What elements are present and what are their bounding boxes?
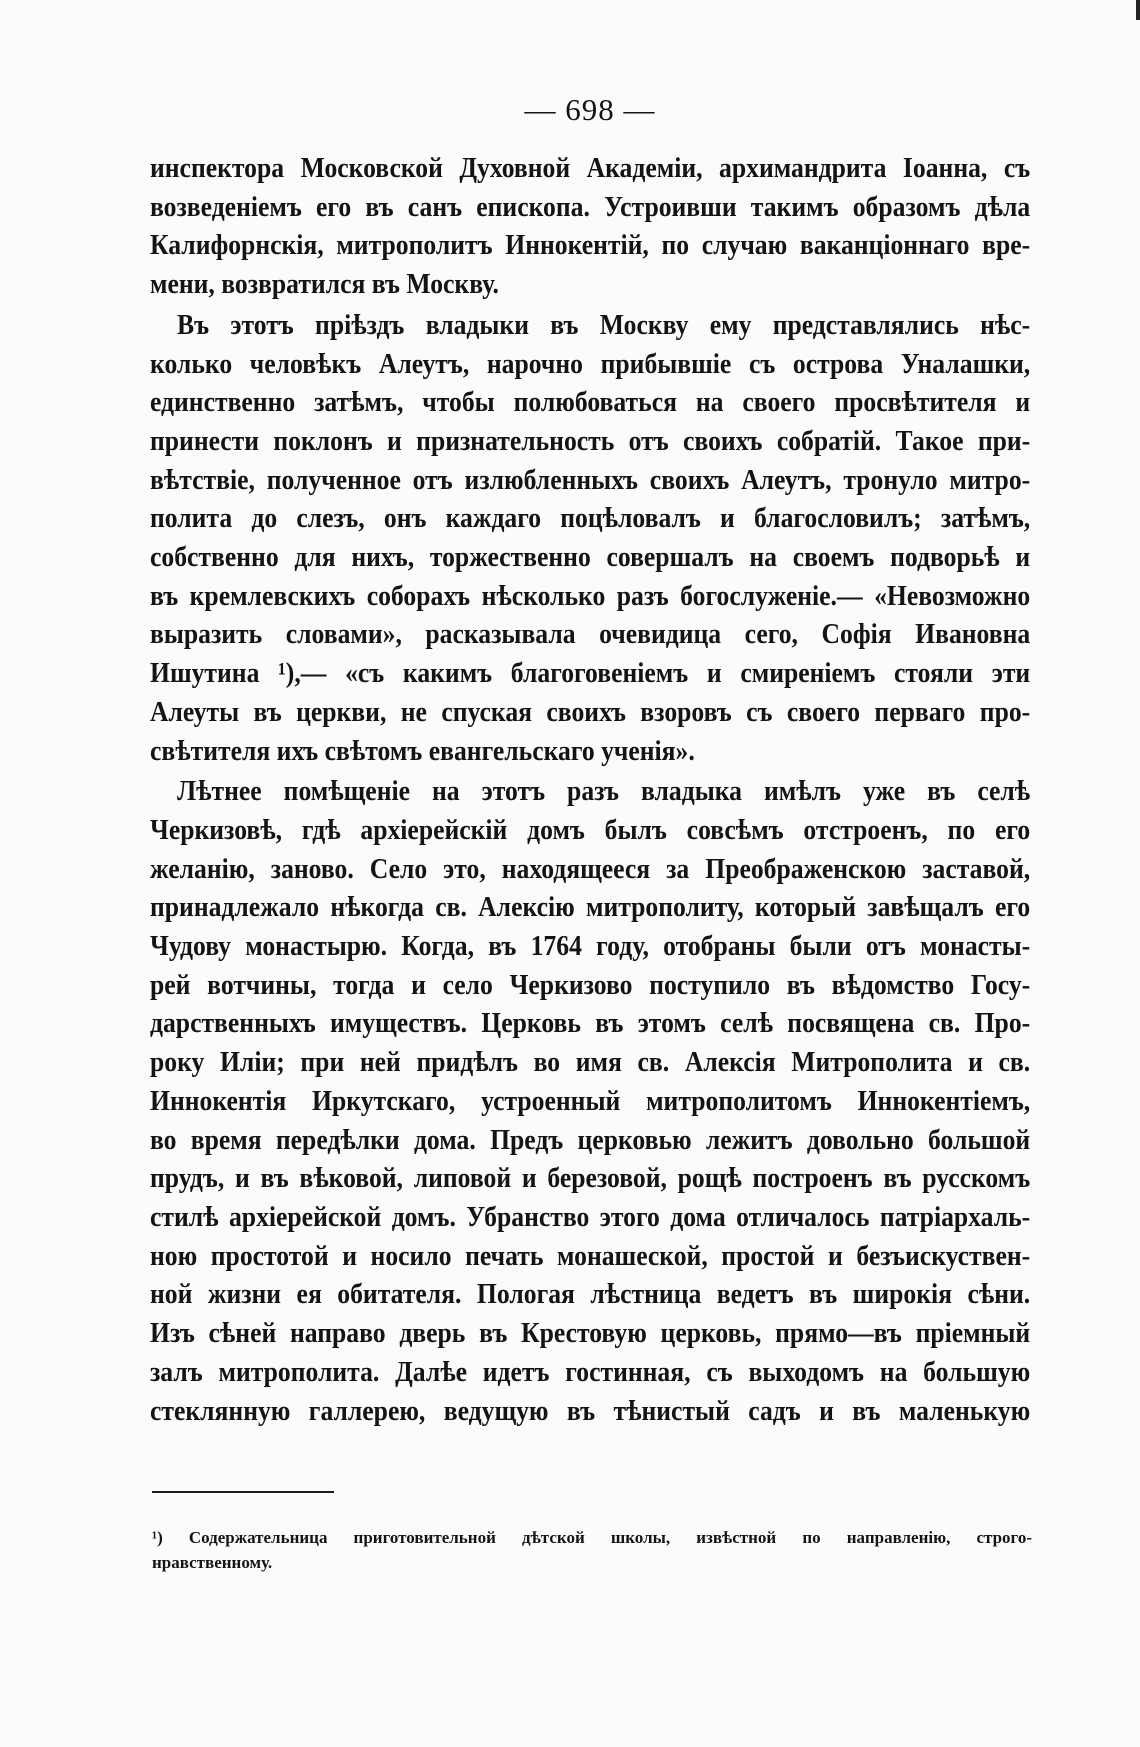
text-line: Иннокентія Иркутскаго, устроенный митрополитомъ Иннокентіемъ,: [150, 1085, 1031, 1117]
text-line: мени, возвратился въ Москву.: [150, 269, 499, 301]
text-line: ною простотой и носило печать монашеской, простой и безъискуствен-: [150, 1240, 1031, 1272]
text-line: единственно затѣмъ, чтобы полюбоваться на своего просвѣтителя и: [150, 387, 1031, 419]
text-line: Ишутина ¹),— «съ какимъ благоговеніемъ и смиреніемъ стояли эти: [150, 658, 1031, 690]
paragraph-1: [150, 150, 1030, 305]
text-line: залъ митрополита. Далѣе идетъ гостинная, съ выходомъ на большую: [150, 1356, 1031, 1388]
footnote-line: ¹) Содержательница приготовительной дѣтской школы, извѣстной по направленію, строго-: [152, 1528, 1032, 1547]
text-line: Калифорнскія, митрополитъ Иннокентій, по случаю ваканціоннаго вре-: [150, 230, 1031, 262]
footnote: [152, 1525, 1032, 1575]
text-line: Черкизовѣ, гдѣ архіерейскій домъ былъ совсѣмъ отстроенъ, по его: [150, 814, 1031, 846]
text-line: ной жизни ея обитателя. Пологая лѣстница ведетъ въ широкія сѣни.: [150, 1279, 1031, 1311]
footnote-divider: [152, 1491, 334, 1493]
text-line: полита до слезъ, онъ каждаго поцѣловалъ и благословилъ; затѣмъ,: [150, 503, 1031, 535]
text-line: року Иліи; при ней придѣлъ во имя св. Алексія Митрополита и св.: [150, 1047, 1031, 1079]
text-line: во время передѣлки дома. Предъ церковью лежитъ довольно большой: [150, 1124, 1031, 1156]
page-number: — 698 —: [524, 92, 656, 127]
text-line: въ кремлевскихъ соборахъ нѣсколько разъ богослуженіе.— «Невозможно: [150, 580, 1031, 612]
text-line: стеклянную галлерею, ведущую въ тѣнистый садъ и въ маленькую: [150, 1395, 1031, 1427]
text-line: инспектора Московской Духовной Академіи, архимандрита Іоанна, съ: [150, 153, 1031, 184]
text-line: Въ этотъ пріѣздъ владыки въ Москву ему представлялись нѣс-: [177, 309, 1031, 341]
text-line: возведеніемъ его въ санъ епископа. Устроивши такимъ образомъ дѣла: [150, 191, 1031, 223]
text-line: собственно для нихъ, торжественно совершалъ на своемъ подворьѣ и: [150, 542, 1031, 574]
text-line: выразить словами», расказывала очевидица сего, Софія Ивановна: [150, 619, 1031, 651]
text-line: Чудову монастырю. Когда, въ 1764 году, отобраны были отъ монасты-: [150, 931, 1031, 963]
paragraph-3: [150, 773, 1030, 1431]
text-line: дарственныхъ имуществъ. Церковь въ этомъ селѣ посвящена св. Про-: [150, 1008, 1031, 1040]
text-line: вѣтствіе, полученное отъ излюбленныхъ своихъ Алеутъ, тронуло митро-: [150, 464, 1031, 496]
text-line: колько человѣкъ Алеутъ, нарочно прибывшіе съ острова Уналашки,: [150, 348, 1031, 380]
text-line: стилѣ архіерейской домъ. Убранство этого дома отличалось патріархаль-: [150, 1201, 1031, 1233]
text-line: принадлежало нѣкогда св. Алексію митрополиту, который завѣщалъ его: [150, 892, 1031, 924]
text-line: Алеуты въ церкви, не спуская своихъ взоровъ съ своего перваго про-: [150, 696, 1031, 728]
text-line: свѣтителя ихъ свѣтомъ евангельскаго ученія».: [150, 735, 695, 767]
text-line: Лѣтнее помѣщеніе на этотъ разъ владыка имѣлъ уже въ селѣ: [177, 776, 1031, 808]
text-line: желанію, заново. Село это, находящееся за Преображенскою заставой,: [150, 853, 1031, 885]
page-body: [150, 92, 1030, 1433]
scan-edge-mark: [1136, 0, 1140, 20]
text-line: Изъ сѣней направо дверь въ Крестовую церковь, прямо—въ пріемный: [150, 1318, 1031, 1350]
text-line: принести поклонъ и признательность отъ своихъ собратій. Такое при-: [150, 425, 1031, 457]
text-line: рей вотчины, тогда и село Черкизово поступило въ вѣдомство Госу-: [150, 969, 1031, 1001]
footnote-line: нравственному.: [152, 1553, 273, 1572]
text-line: прудъ, и въ вѣковой, липовой и березовой, рощѣ построенъ въ русскомъ: [150, 1163, 1031, 1195]
paragraph-2: [150, 307, 1030, 771]
